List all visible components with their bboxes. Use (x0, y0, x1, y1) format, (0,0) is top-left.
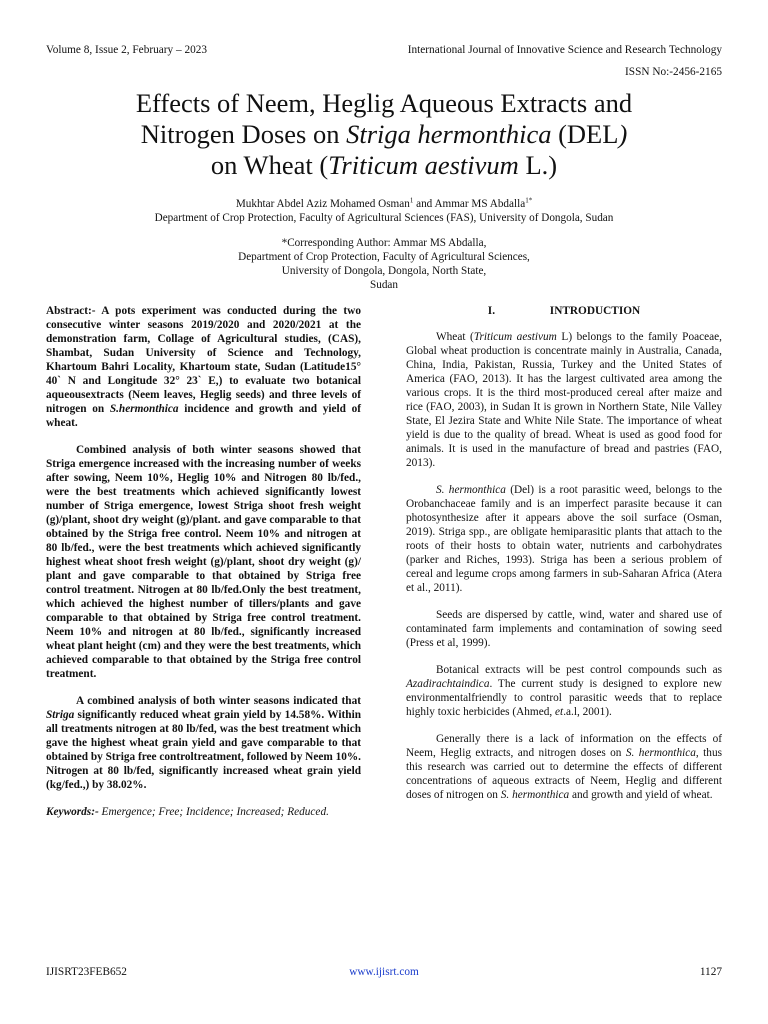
issn: ISSN No:-2456-2165 (625, 66, 722, 78)
corresponding-line: *Corresponding Author: Ammar MS Abdalla, (281, 237, 487, 249)
intro-paragraph (406, 663, 722, 719)
species-name: S.hermonthica (109, 403, 179, 415)
corresponding-line: Sudan (370, 279, 398, 291)
left-column (46, 304, 361, 819)
text: .a.l, 2001). (563, 706, 612, 718)
page-number: 1127 (699, 966, 722, 978)
corresponding-line: Department of Crop Protection, Faculty of Agricultural Sciences, (238, 251, 530, 263)
paper-id: IJISRT23FEB652 (46, 966, 127, 978)
journal-volume: Volume 8, Issue 2, February – 2023 (46, 44, 208, 56)
abstract-paragraph: Combined analysis of both winter seasons showed that Striga emergence increased with the increasing number of weeks after sowing, Neem 10%, Heglig 10% and Nitrogen 80 lb/fed., were the best treatments which achieved significantly lowest number of Striga emergence, lowest Striga shoot fresh weight (g)/plant, shoot dry weight (g)/plant. and gave comparable to that obtained by the Striga free control. Neem 10% and nitrogen at 80 lb/fed., were the best treatments which achieved significantly highest wheat shoot fresh weight (g)/plant, shoot dry weight (g)/ plant and gave comparable to that obtained by Striga free control treatment. Nitrogen at 80 lb/fed.Only the best treatment, which achieved the highest number of tillers/plants and gave comparable to that obtained by Striga free control treatment. Neem 10% and nitrogen at 80 lb/fed., significantly increased wheat plant height (cm) and they were the best treatments, which achieved comparable to that obtained by the Striga free control treatment. (46, 444, 361, 680)
text: ) is a root parasitic weed, belongs to the Orobanchaceae family and is an imperfect parasite because it can photosynthesize after it appears above the soil surface (Osman, 2019). Striga spp., are obligate hemiparasitic plants that attach to the roots of their hosts to obtain water, nutrients and carbohydrates (parker and Riches, 1993). Striga has been a serious problem of cereal and legume crops among farmers in sub-Saharan Africa (Atera et al., 2011). (406, 484, 722, 594)
species-name: Striga (46, 709, 75, 721)
text: A combined analysis of both winter seasons indicated that (76, 695, 361, 707)
text: (Del (505, 484, 531, 496)
title-text: (DEL (551, 119, 619, 149)
title-text: ) (618, 119, 628, 149)
keywords-label: Keywords:- (46, 806, 99, 818)
text: significantly reduced wheat grain yield by 14.58%. Within all treatments nitrogen at 80 lb/fed, was the best treatment which gave the highest wheat grain yield and gave comparable to that obtained by Striga free controltreatment, followed by Neem 10%. Nitrogen at 80 lb/fed, significantly increased wheat grain yield (kg/fed.,) by 38.02%. (46, 709, 362, 791)
text: incidence and growth and yield of wheat. (46, 403, 361, 429)
text: . The current study is designed to explore new environmentalfriendly to control parasitic weeds that to replace highly toxic herbicides (Ahmed, (406, 678, 722, 718)
author-names (40, 197, 728, 211)
title-text: Nitrogen Doses on (140, 119, 347, 149)
journal-website (0, 966, 768, 978)
section-number: I. (487, 305, 496, 317)
species-name: S. hermonthica (500, 789, 570, 801)
text: et (555, 706, 564, 718)
title-species: Triticum aestivum (328, 150, 519, 180)
affiliation-mark: 1* (525, 196, 533, 205)
keywords-list: Emergence; Free; Incidence; Increased; Reduced. (98, 806, 329, 818)
intro-paragraph (406, 330, 722, 470)
abstract-paragraph (46, 304, 361, 430)
species-name: S. hermonthica (436, 484, 506, 496)
right-column (406, 304, 722, 802)
text: L) belongs to the family Poaceae, Global wheat production is concentrate mainly in Australia, Canada, China, India, Pakistan, Russia, Turkey and the United States of America (FAO, 2013). It has the largest cultivated area among the various crops. It is the third most-produced cereal after maize and rice (FAO, 2003), in Sudan It is grown in Northern State, Nile Valley State, El Jezira State and White Nile State. The importance of wheat yield is due to the quality of bread. Wheat is used as good food for animals. It is used in the manufacture of bread and pastries (FAO, 2013). (406, 331, 722, 469)
text: , thus this research was carried out to determine the effects of different concentrations of aqueous extracts of Neem, Heglig and different doses of nitrogen on (406, 747, 722, 801)
text: and growth and yield of wheat. (569, 789, 713, 801)
title-line-2 (40, 119, 728, 150)
text: Generally there is a lack of information on the effects of Neem, Heglig extracts, and nitrogen doses on (406, 733, 722, 759)
affiliation-mark: 1 (409, 196, 414, 205)
abstract-paragraph (46, 694, 361, 792)
journal-name: International Journal of Innovative Science and Research Technology (407, 44, 722, 56)
website-link[interactable]: www.ijisrt.com (349, 966, 419, 978)
title-line-1: Effects of Neem, Heglig Aqueous Extracts and (135, 88, 633, 118)
keywords (46, 805, 361, 819)
paper-title (40, 88, 728, 181)
species-name: Azadirachtaindica (406, 678, 490, 690)
text: Abstract:- A pots experiment was conducted during the two consecutive winter seasons 2019/2020 and 2020/2021 at the demonstration farm, Collage of Agricultural studies, (CAS), Shambat, Sudan University of Science and Technology, Khartoum Bahri Locality, Khartoum state, Sudan (Latitude15° 40` N and Longitude 32° 23` E,) to evaluate two botanical aqueousextracts (Neem leaves, Heglig seeds) and three levels of nitrogen on (46, 305, 361, 415)
corresponding-author (40, 236, 728, 292)
title-text: L.) (518, 150, 558, 180)
text: Botanical extracts will be pest control compounds such as (436, 664, 722, 676)
author-name: Mukhtar Abdel Aziz Mohamed Osman (235, 198, 410, 210)
author-name: and Ammar MS Abdalla (413, 198, 526, 210)
corresponding-line: University of Dongola, Dongola, North State, (281, 265, 487, 277)
species-name: S. hermonthica (625, 747, 696, 759)
title-species: Striga hermonthica (346, 119, 552, 149)
text: Wheat ( (436, 331, 474, 343)
section-heading (406, 304, 722, 318)
intro-paragraph (406, 483, 722, 595)
intro-paragraph (406, 732, 722, 802)
affiliation: Department of Crop Protection, Faculty of Agricultural Sciences (FAS), University of Dongola, Sudan (154, 212, 614, 224)
intro-paragraph: Seeds are dispersed by cattle, wind, water and shared use of contaminated farm implements and contamination of sowing seed (Press et al, 1999). (406, 609, 722, 649)
species-name: Triticum aestivum (473, 331, 557, 343)
section-title: INTRODUCTION (549, 305, 641, 317)
title-text: on Wheat ( (210, 150, 329, 180)
author-block (40, 197, 728, 225)
title-line-3 (40, 150, 728, 181)
